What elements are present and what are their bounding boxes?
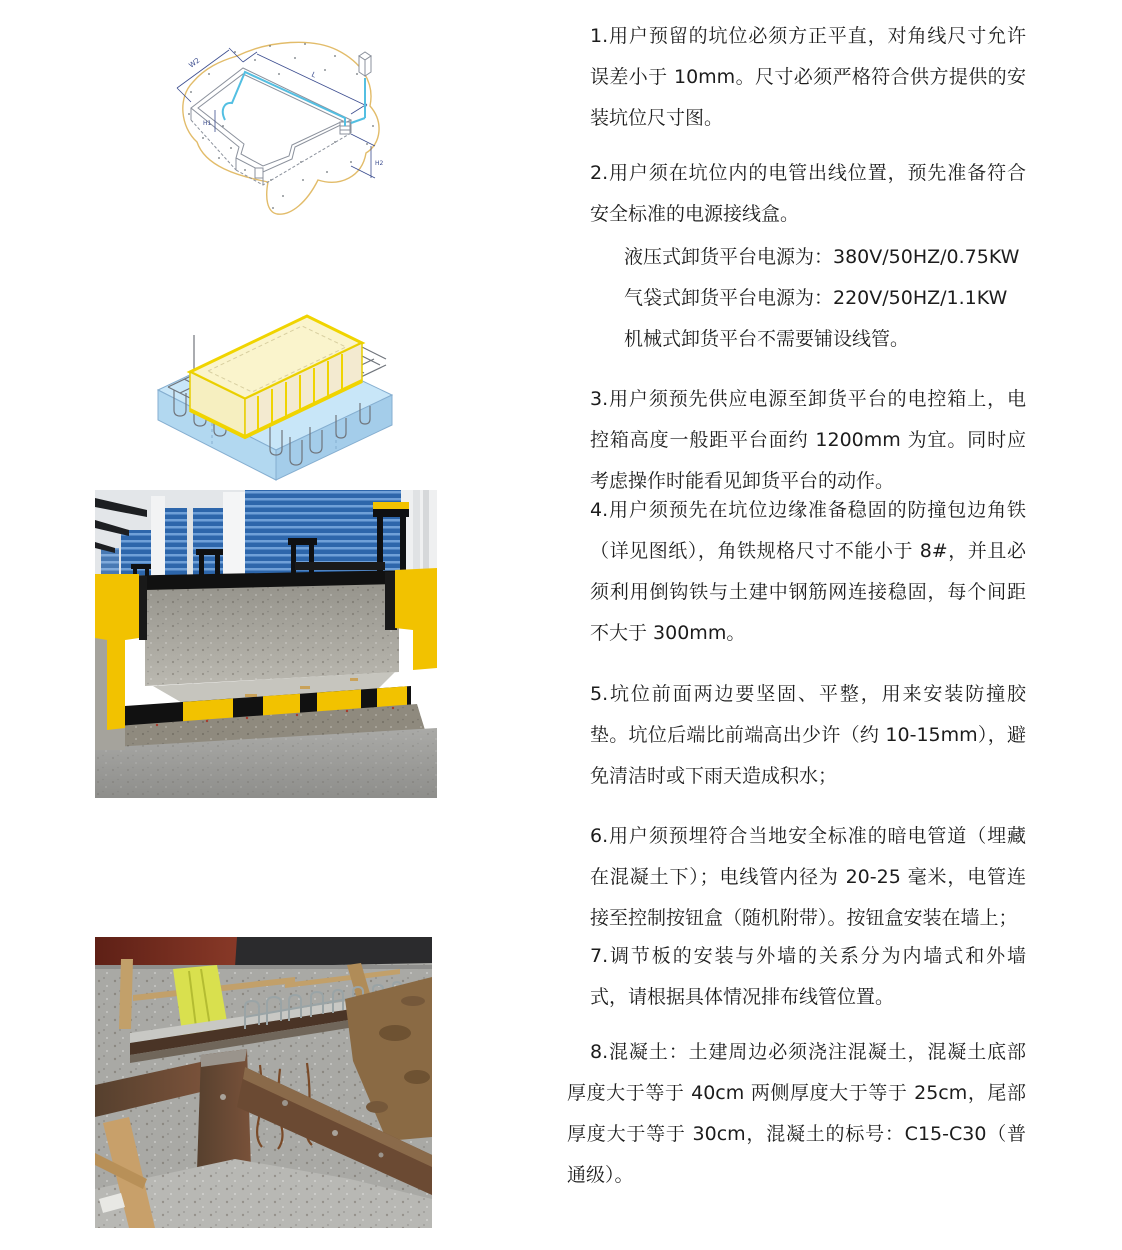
rebar-formwork-illustration	[150, 295, 402, 485]
paragraph-3: 3.用户须预先供应电源至卸货平台的电控箱上，电控箱高度一般距平台面约 1200mm 为宜。同时应考虑操作时能看见卸货平台的动作。	[590, 388, 1026, 492]
paragraph-4: 4.用户须预先在坑位边缘准备稳固的防撞包边角铁（详见图纸），角铁规格尺寸不能小于 8#，并且必须利用倒钩铁与土建中钢筋网连接稳固，每个间距不大于 300mm。	[590, 499, 1026, 644]
paragraph-2: 2.用户须在坑位内的电管出线位置，预先准备符合安全标准的电源接线盒。	[590, 162, 1026, 225]
paragraph-6: 6.用户须预埋符合当地安全标准的暗电管道（埋藏在混凝土下）；电线管内径为 20-25 毫米，电管连接至控制按钮盒（随机附带）。按钮盒安装在墙上；	[590, 825, 1026, 929]
power-spec-airbag: 气袋式卸货平台电源为：220V/50HZ/1.1KW	[624, 287, 1008, 309]
dimension-lines	[177, 48, 375, 178]
svg-text:H1: H1	[203, 120, 212, 127]
dock-leveler-lip	[295, 562, 385, 570]
power-spec-mechanical: 机械式卸货平台不需要铺设线管。	[624, 328, 910, 350]
instructions-text	[567, 16, 1026, 1196]
svg-text:L: L	[310, 70, 318, 80]
construction-pit-photo	[95, 937, 432, 1228]
paragraph-7: 7.调节板的安装与外墙的关系分为内墙式和外墙式，请根据具体情况排布线管位置。	[590, 945, 1026, 1008]
pit-dimension-drawing	[175, 30, 395, 225]
dock-pit-photo	[95, 490, 437, 798]
power-spec-hydraulic: 液压式卸货平台电源为：380V/50HZ/0.75KW	[624, 246, 1020, 268]
svg-text:H2: H2	[375, 160, 384, 167]
conduit-line	[223, 72, 365, 126]
paragraph-1: 1.用户预留的坑位必须方正平直，对角线尺寸允许误差小于 10mm。尺寸必须严格符合供方提供的安装坑位尺寸图。	[590, 25, 1026, 129]
svg-text:W2: W2	[187, 56, 202, 70]
paragraph-5: 5.坑位前面两边要坚固、平整，用来安装防撞胶垫。坑位后端比前端高出少许（约 10-15mm），避免清洁时或下雨天造成积水；	[590, 683, 1026, 787]
pit-interior	[145, 584, 399, 708]
power-spec-lines	[590, 237, 1026, 360]
junction-box	[359, 52, 371, 76]
paragraph-8: 8.混凝土：土建周边必须浇注混凝土，混凝土底部厚度大于等于 40cm 两侧厚度大于等于 25cm，尾部厚度大于等于 30cm，混凝土的标号：C15-C30（普通级）。	[567, 1041, 1026, 1186]
